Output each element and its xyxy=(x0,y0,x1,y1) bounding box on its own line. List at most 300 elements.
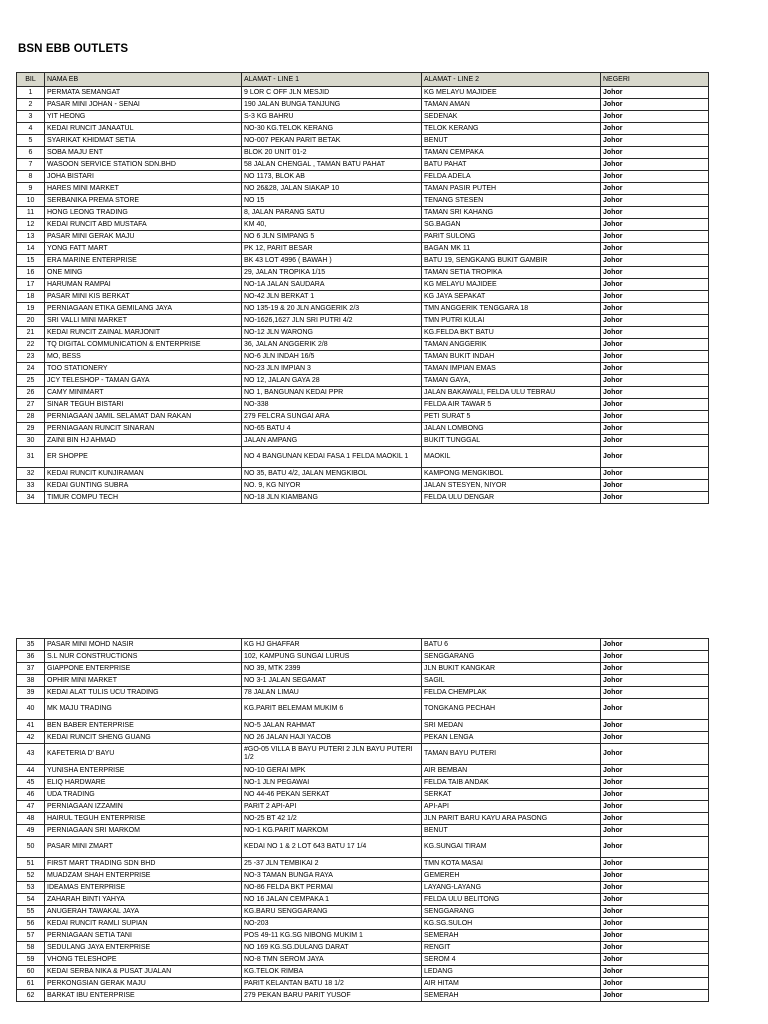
row-negeri: Johor xyxy=(601,387,709,399)
header-nama-eb: NAMA EB xyxy=(45,73,242,87)
row-bil: 36 xyxy=(17,651,45,663)
row-alamat-line-1: PARIT 2 API-API xyxy=(242,801,422,813)
row-alamat-line-1: KEDAI NO 1 & 2 LOT 643 BATU 17 1/4 xyxy=(242,837,422,858)
row-bil: 13 xyxy=(17,231,45,243)
row-negeri: Johor xyxy=(601,990,709,1002)
row-alamat-line-2: TAMAN PASIR PUTEH xyxy=(422,183,601,195)
row-negeri: Johor xyxy=(601,111,709,123)
row-alamat-line-2: TENANG STESEN xyxy=(422,195,601,207)
row-alamat-line-1: NO-3 TAMAN BUNGA RAYA xyxy=(242,870,422,882)
row-bil: 24 xyxy=(17,363,45,375)
row-bil: 44 xyxy=(17,765,45,777)
table-row xyxy=(17,411,709,423)
row-alamat-line-2: BUKIT TUNGGAL xyxy=(422,435,601,447)
row-negeri: Johor xyxy=(601,978,709,990)
row-alamat-line-1: 25 -37 JLN TEMBIKAI 2 xyxy=(242,858,422,870)
row-alamat-line-1: JALAN AMPANG xyxy=(242,435,422,447)
row-nama-eb: S.L NUR CONSTRUCTIONS xyxy=(45,651,242,663)
row-nama-eb: SEDULANG JAYA ENTERPRISE xyxy=(45,942,242,954)
row-negeri: Johor xyxy=(601,279,709,291)
row-alamat-line-1: NO-203 xyxy=(242,918,422,930)
table-row xyxy=(17,255,709,267)
row-nama-eb: BEN BABER ENTERPRISE xyxy=(45,720,242,732)
row-nama-eb: WASOON SERVICE STATION SDN.BHD xyxy=(45,159,242,171)
table-row xyxy=(17,918,709,930)
row-nama-eb: PERKONGSIAN GERAK MAJU xyxy=(45,978,242,990)
row-alamat-line-2: TAMAN AMAN xyxy=(422,99,601,111)
table-row xyxy=(17,777,709,789)
row-bil: 17 xyxy=(17,279,45,291)
table-row xyxy=(17,447,709,468)
row-bil: 56 xyxy=(17,918,45,930)
row-alamat-line-1: BK 43 LOT 4996 ( BAWAH ) xyxy=(242,255,422,267)
row-alamat-line-1: NO 35, BATU 4/2, JALAN MENGKIBOL xyxy=(242,468,422,480)
row-bil: 34 xyxy=(17,492,45,504)
row-negeri: Johor xyxy=(601,732,709,744)
row-negeri: Johor xyxy=(601,375,709,387)
row-negeri: Johor xyxy=(601,147,709,159)
table-row xyxy=(17,837,709,858)
table-row xyxy=(17,894,709,906)
row-alamat-line-2: TMN ANGGERIK TENGGARA 18 xyxy=(422,303,601,315)
row-alamat-line-2: KG.SUNGAI TIRAM xyxy=(422,837,601,858)
table-row xyxy=(17,468,709,480)
row-bil: 16 xyxy=(17,267,45,279)
row-negeri: Johor xyxy=(601,87,709,99)
row-nama-eb: PASAR MINI MOHD NASIR xyxy=(45,639,242,651)
table-row xyxy=(17,651,709,663)
row-bil: 58 xyxy=(17,942,45,954)
row-alamat-line-2: KG.FELDA BKT BATU xyxy=(422,327,601,339)
row-alamat-line-2: TMN PUTRI KULAI xyxy=(422,315,601,327)
row-alamat-line-1: NO-007 PEKAN PARIT BETAK xyxy=(242,135,422,147)
row-negeri: Johor xyxy=(601,303,709,315)
row-alamat-line-1: NO. 9, KG NIYOR xyxy=(242,480,422,492)
row-negeri: Johor xyxy=(601,906,709,918)
row-nama-eb: HONG LEONG TRADING xyxy=(45,207,242,219)
row-negeri: Johor xyxy=(601,930,709,942)
row-negeri: Johor xyxy=(601,789,709,801)
table-row xyxy=(17,699,709,720)
row-bil: 47 xyxy=(17,801,45,813)
row-alamat-line-2: TMN KOTA MASAI xyxy=(422,858,601,870)
table-row xyxy=(17,387,709,399)
row-alamat-line-2: AIR BEMBAN xyxy=(422,765,601,777)
row-nama-eb: JOHA BISTARI xyxy=(45,171,242,183)
row-negeri: Johor xyxy=(601,966,709,978)
row-alamat-line-2: PETI SURAT 5 xyxy=(422,411,601,423)
row-alamat-line-1: 190 JALAN BUNGA TANJUNG xyxy=(242,99,422,111)
table-row xyxy=(17,291,709,303)
row-bil: 38 xyxy=(17,675,45,687)
row-negeri: Johor xyxy=(601,447,709,468)
row-alamat-line-1: NO 1, BANGUNAN KEDAI PPR xyxy=(242,387,422,399)
table-row xyxy=(17,99,709,111)
row-negeri: Johor xyxy=(601,882,709,894)
row-alamat-line-2: SAGIL xyxy=(422,675,601,687)
row-alamat-line-2: GEMEREH xyxy=(422,870,601,882)
table-row xyxy=(17,195,709,207)
row-nama-eb: PERNIAGAAN JAMIL SELAMAT DAN RAKAN xyxy=(45,411,242,423)
row-alamat-line-2: JLN BUKIT KANGKAR xyxy=(422,663,601,675)
row-nama-eb: KEDAI RUNCIT RAMLI SUPIAN xyxy=(45,918,242,930)
row-alamat-line-2: BENUT xyxy=(422,135,601,147)
row-nama-eb: YONG FATT MART xyxy=(45,243,242,255)
row-alamat-line-2: SRI MEDAN xyxy=(422,720,601,732)
table-row xyxy=(17,978,709,990)
row-nama-eb: IDEAMAS ENTERPRISE xyxy=(45,882,242,894)
row-negeri: Johor xyxy=(601,651,709,663)
table-row xyxy=(17,801,709,813)
row-nama-eb: MUADZAM SHAH ENTERPRISE xyxy=(45,870,242,882)
row-nama-eb: ERA MARINE ENTERPRISE xyxy=(45,255,242,267)
row-bil: 28 xyxy=(17,411,45,423)
row-negeri: Johor xyxy=(601,825,709,837)
table-row xyxy=(17,111,709,123)
row-alamat-line-1: NO-8 TMN SEROM JAYA xyxy=(242,954,422,966)
row-bil: 18 xyxy=(17,291,45,303)
row-negeri: Johor xyxy=(601,954,709,966)
row-negeri: Johor xyxy=(601,801,709,813)
table-row xyxy=(17,315,709,327)
table-row xyxy=(17,492,709,504)
row-alamat-line-2: LEDANG xyxy=(422,966,601,978)
table-row xyxy=(17,135,709,147)
row-nama-eb: SOBA MAJU ENT xyxy=(45,147,242,159)
header-alamat-line-1: ALAMAT - LINE 1 xyxy=(242,73,422,87)
table-row xyxy=(17,123,709,135)
row-alamat-line-2: FELDA ADELA xyxy=(422,171,601,183)
table-row xyxy=(17,423,709,435)
row-alamat-line-1: NO-30 KG.TELOK KERANG xyxy=(242,123,422,135)
row-alamat-line-1: KG.BARU SENGGARANG xyxy=(242,906,422,918)
row-negeri: Johor xyxy=(601,399,709,411)
row-nama-eb: SRI VALLI MINI MARKET xyxy=(45,315,242,327)
row-bil: 51 xyxy=(17,858,45,870)
table-row xyxy=(17,882,709,894)
row-alamat-line-1: NO 44-46 PEKAN SERKAT xyxy=(242,789,422,801)
row-bil: 14 xyxy=(17,243,45,255)
row-bil: 22 xyxy=(17,339,45,351)
row-alamat-line-2: TAMAN GAYA, xyxy=(422,375,601,387)
row-bil: 30 xyxy=(17,435,45,447)
row-alamat-line-1: KG.TELOK RIMBA xyxy=(242,966,422,978)
row-bil: 21 xyxy=(17,327,45,339)
row-negeri: Johor xyxy=(601,837,709,858)
row-negeri: Johor xyxy=(601,870,709,882)
row-alamat-line-2: TONGKANG PECHAH xyxy=(422,699,601,720)
row-negeri: Johor xyxy=(601,135,709,147)
row-negeri: Johor xyxy=(601,411,709,423)
row-alamat-line-2: FELDA AIR TAWAR 5 xyxy=(422,399,601,411)
table-row xyxy=(17,744,709,765)
row-negeri: Johor xyxy=(601,315,709,327)
row-alamat-line-1: 102, KAMPUNG SUNGAI LURUS xyxy=(242,651,422,663)
row-nama-eb: ZAHARAH BINTI YAHYA xyxy=(45,894,242,906)
table-row xyxy=(17,147,709,159)
row-alamat-line-2: KAMPONG MENGKIBOL xyxy=(422,468,601,480)
row-nama-eb: PASAR MINI KIS BERKAT xyxy=(45,291,242,303)
row-alamat-line-2: JALAN BAKAWALI, FELDA ULU TEBRAU xyxy=(422,387,601,399)
row-bil: 29 xyxy=(17,423,45,435)
table-row xyxy=(17,813,709,825)
row-bil: 15 xyxy=(17,255,45,267)
table-row xyxy=(17,279,709,291)
row-alamat-line-1: NO 4 BANGUNAN KEDAI FASA 1 FELDA MAOKIL 1 xyxy=(242,447,422,468)
row-alamat-line-2: BAGAN MK 11 xyxy=(422,243,601,255)
row-bil: 43 xyxy=(17,744,45,765)
row-nama-eb: PERNIAGAAN ETIKA GEMILANG JAYA xyxy=(45,303,242,315)
table-row xyxy=(17,942,709,954)
row-bil: 8 xyxy=(17,171,45,183)
table-row xyxy=(17,858,709,870)
row-bil: 10 xyxy=(17,195,45,207)
row-alamat-line-2: BENUT xyxy=(422,825,601,837)
row-nama-eb: PERMATA SEMANGAT xyxy=(45,87,242,99)
row-alamat-line-2: FELDA CHEMPLAK xyxy=(422,687,601,699)
row-nama-eb: ER SHOPPE xyxy=(45,447,242,468)
row-negeri: Johor xyxy=(601,765,709,777)
row-bil: 60 xyxy=(17,966,45,978)
row-nama-eb: KEDAI RUNCIT ABD MUSTAFA xyxy=(45,219,242,231)
row-alamat-line-1: NO 15 xyxy=(242,195,422,207)
row-alamat-line-1: PARIT KELANTAN BATU 18 1/2 xyxy=(242,978,422,990)
table-row xyxy=(17,954,709,966)
row-bil: 26 xyxy=(17,387,45,399)
row-alamat-line-2: TAMAN CEMPAKA xyxy=(422,147,601,159)
row-bil: 54 xyxy=(17,894,45,906)
row-alamat-line-2: FELDA ULU DENGAR xyxy=(422,492,601,504)
row-alamat-line-2: TAMAN BAYU PUTERI xyxy=(422,744,601,765)
row-alamat-line-2: BATU PAHAT xyxy=(422,159,601,171)
row-bil: 57 xyxy=(17,930,45,942)
row-alamat-line-2: PARIT SULONG xyxy=(422,231,601,243)
row-bil: 52 xyxy=(17,870,45,882)
row-negeri: Johor xyxy=(601,675,709,687)
table-header-row xyxy=(17,73,709,87)
table-row xyxy=(17,87,709,99)
row-alamat-line-1: NO-338 xyxy=(242,399,422,411)
row-bil: 61 xyxy=(17,978,45,990)
row-bil: 41 xyxy=(17,720,45,732)
row-nama-eb: YIT HEONG xyxy=(45,111,242,123)
table-row xyxy=(17,351,709,363)
row-bil: 55 xyxy=(17,906,45,918)
row-negeri: Johor xyxy=(601,339,709,351)
row-nama-eb: PASAR MINI GERAK MAJU xyxy=(45,231,242,243)
row-bil: 23 xyxy=(17,351,45,363)
table-row xyxy=(17,930,709,942)
row-alamat-line-1: NO 3-1 JALAN SEGAMAT xyxy=(242,675,422,687)
row-alamat-line-2: MAOKIL xyxy=(422,447,601,468)
row-bil: 19 xyxy=(17,303,45,315)
row-bil: 1 xyxy=(17,87,45,99)
row-alamat-line-1: BLOK 20 UNIT 01-2 xyxy=(242,147,422,159)
row-alamat-line-2: SEROM 4 xyxy=(422,954,601,966)
row-alamat-line-1: NO-1626,1627 JLN SRI PUTRI 4/2 xyxy=(242,315,422,327)
row-negeri: Johor xyxy=(601,243,709,255)
row-alamat-line-2: KG MELAYU MAJIDEE xyxy=(422,87,601,99)
row-nama-eb: BARKAT IBU ENTERPRISE xyxy=(45,990,242,1002)
row-alamat-line-2: PEKAN LENGA xyxy=(422,732,601,744)
table-row xyxy=(17,171,709,183)
row-alamat-line-1: NO 26&28, JALAN SIAKAP 10 xyxy=(242,183,422,195)
row-nama-eb: ELIQ HARDWARE xyxy=(45,777,242,789)
table-row xyxy=(17,732,709,744)
row-alamat-line-1: NO 169 KG.SG.DULANG DARAT xyxy=(242,942,422,954)
row-alamat-line-1: NO-42 JLN BERKAT 1 xyxy=(242,291,422,303)
row-alamat-line-1: NO 135-19 & 20 JLN ANGGERIK 2/3 xyxy=(242,303,422,315)
row-alamat-line-2: SENGGARANG xyxy=(422,651,601,663)
row-alamat-line-1: 279 FELCRA SUNGAI ARA xyxy=(242,411,422,423)
table-row xyxy=(17,435,709,447)
row-negeri: Johor xyxy=(601,195,709,207)
row-nama-eb: KEDAI RUNCIT SHENG GUANG xyxy=(45,732,242,744)
table-row xyxy=(17,219,709,231)
row-negeri: Johor xyxy=(601,894,709,906)
table-row xyxy=(17,231,709,243)
row-alamat-line-2: TAMAN ANGGERIK xyxy=(422,339,601,351)
table-row xyxy=(17,363,709,375)
table-row xyxy=(17,675,709,687)
row-alamat-line-1: NO-86 FELDA BKT PERMAI xyxy=(242,882,422,894)
row-alamat-line-1: NO 39, MTK 2399 xyxy=(242,663,422,675)
row-nama-eb: FIRST MART TRADING SDN BHD xyxy=(45,858,242,870)
row-alamat-line-2: JALAN LOMBONG xyxy=(422,423,601,435)
row-alamat-line-1: 29, JALAN TROPIKA 1/15 xyxy=(242,267,422,279)
row-bil: 42 xyxy=(17,732,45,744)
table-row xyxy=(17,339,709,351)
row-bil: 33 xyxy=(17,480,45,492)
row-bil: 2 xyxy=(17,99,45,111)
row-negeri: Johor xyxy=(601,639,709,651)
table-row xyxy=(17,639,709,651)
row-nama-eb: KEDAI RUNCIT ZAINAL MARJONIT xyxy=(45,327,242,339)
table-row xyxy=(17,399,709,411)
row-nama-eb: TOO STATIONERY xyxy=(45,363,242,375)
row-negeri: Johor xyxy=(601,231,709,243)
row-bil: 27 xyxy=(17,399,45,411)
row-bil: 9 xyxy=(17,183,45,195)
outlets-table-1 xyxy=(16,72,709,504)
row-nama-eb: ZAINI BIN HJ AHMAD xyxy=(45,435,242,447)
table-row xyxy=(17,966,709,978)
row-alamat-line-1: NO-5 JALAN RAHMAT xyxy=(242,720,422,732)
table-row xyxy=(17,303,709,315)
row-alamat-line-2: BATU 19, SENGKANG BUKIT GAMBIR xyxy=(422,255,601,267)
row-negeri: Johor xyxy=(601,435,709,447)
row-alamat-line-2: KG JAYA SEPAKAT xyxy=(422,291,601,303)
row-bil: 7 xyxy=(17,159,45,171)
row-alamat-line-1: NO-65 BATU 4 xyxy=(242,423,422,435)
row-alamat-line-2: LAYANG-LAYANG xyxy=(422,882,601,894)
row-alamat-line-2: KG.SG.SULOH xyxy=(422,918,601,930)
row-bil: 40 xyxy=(17,699,45,720)
row-negeri: Johor xyxy=(601,423,709,435)
row-alamat-line-1: #GO-05 VILLA B BAYU PUTERI 2 JLN BAYU PUTERI 1/2 xyxy=(242,744,422,765)
row-alamat-line-1: NO-18 JLN KIAMBANG xyxy=(242,492,422,504)
table-row xyxy=(17,789,709,801)
row-alamat-line-1: KM 40, xyxy=(242,219,422,231)
row-alamat-line-1: POS 49-11 KG.SG NIBONG MUKIM 1 xyxy=(242,930,422,942)
row-nama-eb: VHONG TELESHOPE xyxy=(45,954,242,966)
row-nama-eb: HARES MINI MARKET xyxy=(45,183,242,195)
row-bil: 11 xyxy=(17,207,45,219)
row-bil: 12 xyxy=(17,219,45,231)
row-bil: 25 xyxy=(17,375,45,387)
row-nama-eb: OPHIR MINI MARKET xyxy=(45,675,242,687)
row-alamat-line-2: SEMERAH xyxy=(422,930,601,942)
row-bil: 37 xyxy=(17,663,45,675)
row-alamat-line-2: SG.BAGAN xyxy=(422,219,601,231)
row-alamat-line-2: SENGGARANG xyxy=(422,906,601,918)
table-row xyxy=(17,480,709,492)
row-alamat-line-2: JLN PARIT BARU KAYU ARA PASONG xyxy=(422,813,601,825)
row-bil: 39 xyxy=(17,687,45,699)
row-alamat-line-2: BATU 6 xyxy=(422,639,601,651)
row-alamat-line-1: 58 JALAN CHENGAL , TAMAN BATU PAHAT xyxy=(242,159,422,171)
row-negeri: Johor xyxy=(601,858,709,870)
row-alamat-line-1: 279 PEKAN BARU PARIT YUSOF xyxy=(242,990,422,1002)
row-bil: 46 xyxy=(17,789,45,801)
row-alamat-line-1: NO-1 KG.PARIT MARKOM xyxy=(242,825,422,837)
row-alamat-line-1: NO-1A JALAN SAUDARA xyxy=(242,279,422,291)
row-alamat-line-1: NO 6 JLN SIMPANG 5 xyxy=(242,231,422,243)
row-nama-eb: ANUGERAH TAWAKAL JAYA xyxy=(45,906,242,918)
row-negeri: Johor xyxy=(601,663,709,675)
row-alamat-line-2: AIR HITAM xyxy=(422,978,601,990)
header-alamat-line-2: ALAMAT - LINE 2 xyxy=(422,73,601,87)
row-negeri: Johor xyxy=(601,720,709,732)
table-row xyxy=(17,906,709,918)
row-alamat-line-2: RENGIT xyxy=(422,942,601,954)
row-nama-eb: CAMY MINIMART xyxy=(45,387,242,399)
row-negeri: Johor xyxy=(601,699,709,720)
row-alamat-line-1: KG.PARIT BELEMAM MUKIM 6 xyxy=(242,699,422,720)
row-alamat-line-2: TAMAN IMPIAN EMAS xyxy=(422,363,601,375)
row-nama-eb: KEDAI RUNCIT KUNJIRAMAN xyxy=(45,468,242,480)
row-negeri: Johor xyxy=(601,267,709,279)
row-bil: 49 xyxy=(17,825,45,837)
row-nama-eb: SINAR TEGUH BISTARI xyxy=(45,399,242,411)
row-nama-eb: PERNIAGAAN IZZAMIN xyxy=(45,801,242,813)
row-nama-eb: TIMUR COMPU TECH xyxy=(45,492,242,504)
row-negeri: Johor xyxy=(601,291,709,303)
row-bil: 35 xyxy=(17,639,45,651)
row-nama-eb: PERNIAGAAN RUNCIT SINARAN xyxy=(45,423,242,435)
row-bil: 48 xyxy=(17,813,45,825)
table-row xyxy=(17,327,709,339)
row-alamat-line-1: NO-6 JLN INDAH 16/5 xyxy=(242,351,422,363)
row-alamat-line-1: 36, JALAN ANGGERIK 2/8 xyxy=(242,339,422,351)
row-negeri: Johor xyxy=(601,744,709,765)
row-alamat-line-2: TAMAN BUKIT INDAH xyxy=(422,351,601,363)
table-row xyxy=(17,243,709,255)
row-alamat-line-1: NO-25 BT 42 1/2 xyxy=(242,813,422,825)
document-title: BSN EBB OUTLETS xyxy=(18,43,129,55)
row-nama-eb: SERBANIKA PREMA STORE xyxy=(45,195,242,207)
row-nama-eb: YUNISHA ENTERPRISE xyxy=(45,765,242,777)
row-bil: 4 xyxy=(17,123,45,135)
row-nama-eb: KEDAI GUNTING SUBRA xyxy=(45,480,242,492)
row-nama-eb: GIAPPONE ENTERPRISE xyxy=(45,663,242,675)
row-bil: 62 xyxy=(17,990,45,1002)
row-negeri: Johor xyxy=(601,480,709,492)
row-alamat-line-1: S-3 KG BAHRU xyxy=(242,111,422,123)
table-row xyxy=(17,990,709,1002)
row-nama-eb: KEDAI RUNCIT JANAATUL xyxy=(45,123,242,135)
row-negeri: Johor xyxy=(601,219,709,231)
